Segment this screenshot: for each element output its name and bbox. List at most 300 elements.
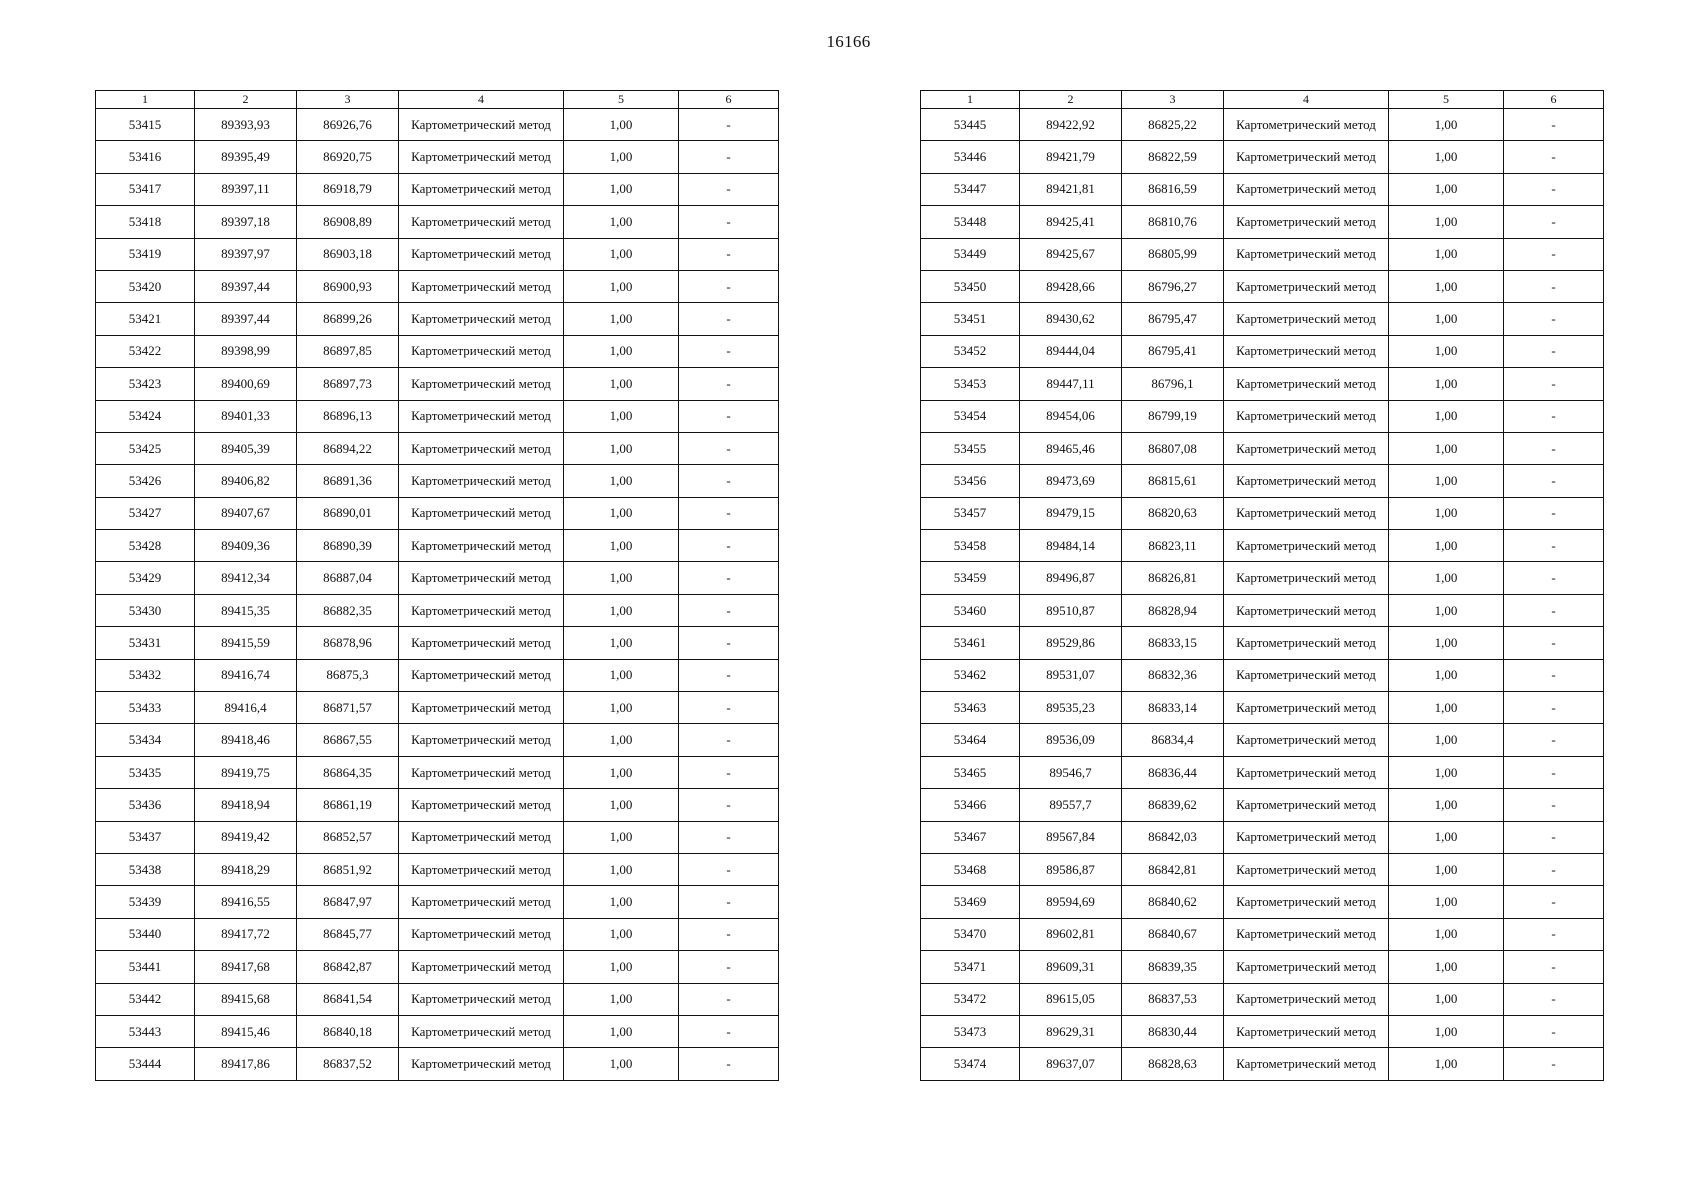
- y-coordinate-cell: 86799,19: [1122, 400, 1224, 432]
- note-cell: -: [679, 1015, 779, 1047]
- method-cell: Картометрический метод: [399, 335, 564, 367]
- method-cell: Картометрический метод: [1224, 530, 1389, 562]
- y-coordinate-cell: 86890,39: [297, 530, 399, 562]
- table-row: [921, 918, 1604, 950]
- method-cell: Картометрический метод: [1224, 173, 1389, 205]
- method-cell: Картометрический метод: [1224, 853, 1389, 885]
- method-cell: Картометрический метод: [399, 886, 564, 918]
- table-row: [921, 562, 1604, 594]
- table-row: [921, 368, 1604, 400]
- note-cell: -: [1504, 400, 1604, 432]
- x-coordinate-cell: 89419,42: [195, 821, 297, 853]
- method-cell: Картометрический метод: [1224, 756, 1389, 788]
- page-number: 16166: [826, 32, 871, 51]
- y-coordinate-cell: 86867,55: [297, 724, 399, 756]
- note-cell: -: [1504, 335, 1604, 367]
- note-cell: -: [679, 141, 779, 173]
- note-cell: -: [679, 206, 779, 238]
- accuracy-cell: 1,00: [1389, 1048, 1504, 1080]
- point-number-cell: 53435: [96, 756, 195, 788]
- table-row: [921, 432, 1604, 464]
- note-cell: -: [679, 821, 779, 853]
- accuracy-cell: 1,00: [564, 724, 679, 756]
- note-cell: -: [1504, 497, 1604, 529]
- point-number-cell: 53463: [921, 692, 1020, 724]
- method-cell: Картометрический метод: [399, 109, 564, 141]
- accuracy-cell: 1,00: [1389, 400, 1504, 432]
- note-cell: -: [1504, 173, 1604, 205]
- method-cell: Картометрический метод: [399, 400, 564, 432]
- table-row: [96, 853, 779, 885]
- table-row: [921, 789, 1604, 821]
- column-header-6: 6: [1504, 91, 1604, 109]
- y-coordinate-cell: 86871,57: [297, 692, 399, 724]
- table-row: [96, 432, 779, 464]
- table-row: [96, 692, 779, 724]
- x-coordinate-cell: 89609,31: [1020, 951, 1122, 983]
- table-row: [921, 335, 1604, 367]
- x-coordinate-cell: 89397,44: [195, 303, 297, 335]
- y-coordinate-cell: 86828,94: [1122, 594, 1224, 626]
- y-coordinate-cell: 86795,41: [1122, 335, 1224, 367]
- point-number-cell: 53440: [96, 918, 195, 950]
- y-coordinate-cell: 86845,77: [297, 918, 399, 950]
- point-number-cell: 53466: [921, 789, 1020, 821]
- accuracy-cell: 1,00: [1389, 1015, 1504, 1047]
- accuracy-cell: 1,00: [1389, 368, 1504, 400]
- method-cell: Картометрический метод: [399, 173, 564, 205]
- note-cell: -: [679, 270, 779, 302]
- method-cell: Картометрический метод: [1224, 206, 1389, 238]
- method-cell: Картометрический метод: [1224, 141, 1389, 173]
- method-cell: Картометрический метод: [1224, 465, 1389, 497]
- x-coordinate-cell: 89479,15: [1020, 497, 1122, 529]
- table-row: [96, 659, 779, 691]
- point-number-cell: 53445: [921, 109, 1020, 141]
- point-number-cell: 53415: [96, 109, 195, 141]
- point-number-cell: 53455: [921, 432, 1020, 464]
- table-row: [96, 270, 779, 302]
- method-cell: Картометрический метод: [1224, 238, 1389, 270]
- y-coordinate-cell: 86837,53: [1122, 983, 1224, 1015]
- y-coordinate-cell: 86851,92: [297, 853, 399, 885]
- note-cell: -: [1504, 756, 1604, 788]
- x-coordinate-cell: 89417,68: [195, 951, 297, 983]
- note-cell: -: [679, 173, 779, 205]
- accuracy-cell: 1,00: [564, 432, 679, 464]
- point-number-cell: 53422: [96, 335, 195, 367]
- method-cell: Картометрический метод: [399, 1048, 564, 1080]
- y-coordinate-cell: 86926,76: [297, 109, 399, 141]
- point-number-cell: 53453: [921, 368, 1020, 400]
- accuracy-cell: 1,00: [564, 951, 679, 983]
- note-cell: -: [679, 692, 779, 724]
- method-cell: Картометрический метод: [399, 1015, 564, 1047]
- point-number-cell: 53441: [96, 951, 195, 983]
- note-cell: -: [679, 951, 779, 983]
- accuracy-cell: 1,00: [564, 238, 679, 270]
- accuracy-cell: 1,00: [1389, 206, 1504, 238]
- point-number-cell: 53421: [96, 303, 195, 335]
- table-row: [921, 497, 1604, 529]
- y-coordinate-cell: 86796,27: [1122, 270, 1224, 302]
- note-cell: -: [1504, 821, 1604, 853]
- accuracy-cell: 1,00: [564, 918, 679, 950]
- x-coordinate-cell: 89465,46: [1020, 432, 1122, 464]
- point-number-cell: 53469: [921, 886, 1020, 918]
- x-coordinate-cell: 89406,82: [195, 465, 297, 497]
- method-cell: Картометрический метод: [1224, 594, 1389, 626]
- note-cell: -: [679, 335, 779, 367]
- accuracy-cell: 1,00: [1389, 692, 1504, 724]
- point-number-cell: 53473: [921, 1015, 1020, 1047]
- note-cell: -: [679, 562, 779, 594]
- note-cell: -: [1504, 951, 1604, 983]
- method-cell: Картометрический метод: [399, 692, 564, 724]
- accuracy-cell: 1,00: [564, 756, 679, 788]
- x-coordinate-cell: 89473,69: [1020, 465, 1122, 497]
- table-row: [96, 918, 779, 950]
- method-cell: Картометрический метод: [1224, 789, 1389, 821]
- point-number-cell: 53467: [921, 821, 1020, 853]
- y-coordinate-cell: 86864,35: [297, 756, 399, 788]
- column-header-1: 1: [921, 91, 1020, 109]
- note-cell: -: [1504, 789, 1604, 821]
- table-row: [921, 951, 1604, 983]
- method-cell: Картометрический метод: [399, 853, 564, 885]
- table-row: [96, 530, 779, 562]
- accuracy-cell: 1,00: [1389, 173, 1504, 205]
- column-header-4: 4: [399, 91, 564, 109]
- x-coordinate-cell: 89510,87: [1020, 594, 1122, 626]
- y-coordinate-cell: 86833,15: [1122, 627, 1224, 659]
- y-coordinate-cell: 86847,97: [297, 886, 399, 918]
- y-coordinate-cell: 86840,67: [1122, 918, 1224, 950]
- accuracy-cell: 1,00: [564, 627, 679, 659]
- method-cell: Картометрический метод: [399, 238, 564, 270]
- table-row: [96, 983, 779, 1015]
- column-header-5: 5: [1389, 91, 1504, 109]
- method-cell: Картометрический метод: [1224, 821, 1389, 853]
- y-coordinate-cell: 86920,75: [297, 141, 399, 173]
- x-coordinate-cell: 89397,97: [195, 238, 297, 270]
- method-cell: Картометрический метод: [1224, 1015, 1389, 1047]
- accuracy-cell: 1,00: [564, 821, 679, 853]
- point-number-cell: 53437: [96, 821, 195, 853]
- point-number-cell: 53423: [96, 368, 195, 400]
- method-cell: Картометрический метод: [1224, 432, 1389, 464]
- x-coordinate-cell: 89557,7: [1020, 789, 1122, 821]
- table-header-row: [96, 91, 779, 109]
- point-number-cell: 53448: [921, 206, 1020, 238]
- method-cell: Картометрический метод: [399, 465, 564, 497]
- note-cell: -: [1504, 432, 1604, 464]
- y-coordinate-cell: 86896,13: [297, 400, 399, 432]
- method-cell: Картометрический метод: [399, 432, 564, 464]
- point-number-cell: 53461: [921, 627, 1020, 659]
- table-row: [921, 270, 1604, 302]
- note-cell: -: [679, 303, 779, 335]
- accuracy-cell: 1,00: [564, 303, 679, 335]
- point-number-cell: 53468: [921, 853, 1020, 885]
- point-number-cell: 53432: [96, 659, 195, 691]
- note-cell: -: [1504, 886, 1604, 918]
- note-cell: -: [679, 368, 779, 400]
- y-coordinate-cell: 86805,99: [1122, 238, 1224, 270]
- x-coordinate-cell: 89454,06: [1020, 400, 1122, 432]
- method-cell: Картометрический метод: [399, 368, 564, 400]
- note-cell: -: [679, 756, 779, 788]
- y-coordinate-cell: 86820,63: [1122, 497, 1224, 529]
- column-header-6: 6: [679, 91, 779, 109]
- table-row: [96, 335, 779, 367]
- x-coordinate-cell: 89407,67: [195, 497, 297, 529]
- y-coordinate-cell: 86918,79: [297, 173, 399, 205]
- method-cell: Картометрический метод: [399, 756, 564, 788]
- x-coordinate-cell: 89421,79: [1020, 141, 1122, 173]
- method-cell: Картометрический метод: [399, 627, 564, 659]
- x-coordinate-cell: 89629,31: [1020, 1015, 1122, 1047]
- note-cell: -: [679, 659, 779, 691]
- y-coordinate-cell: 86795,47: [1122, 303, 1224, 335]
- table-row: [921, 724, 1604, 756]
- y-coordinate-cell: 86825,22: [1122, 109, 1224, 141]
- method-cell: Картометрический метод: [399, 918, 564, 950]
- note-cell: -: [679, 918, 779, 950]
- x-coordinate-cell: 89400,69: [195, 368, 297, 400]
- note-cell: -: [679, 724, 779, 756]
- accuracy-cell: 1,00: [564, 789, 679, 821]
- accuracy-cell: 1,00: [1389, 141, 1504, 173]
- accuracy-cell: 1,00: [564, 206, 679, 238]
- accuracy-cell: 1,00: [564, 983, 679, 1015]
- method-cell: Картометрический метод: [399, 594, 564, 626]
- note-cell: -: [679, 238, 779, 270]
- column-header-1: 1: [96, 91, 195, 109]
- accuracy-cell: 1,00: [1389, 853, 1504, 885]
- accuracy-cell: 1,00: [564, 886, 679, 918]
- x-coordinate-cell: 89401,33: [195, 400, 297, 432]
- accuracy-cell: 1,00: [564, 141, 679, 173]
- note-cell: -: [1504, 983, 1604, 1015]
- point-number-cell: 53465: [921, 756, 1020, 788]
- accuracy-cell: 1,00: [1389, 109, 1504, 141]
- point-number-cell: 53419: [96, 238, 195, 270]
- note-cell: -: [1504, 659, 1604, 691]
- table-row: [921, 627, 1604, 659]
- point-number-cell: 53417: [96, 173, 195, 205]
- y-coordinate-cell: 86796,1: [1122, 368, 1224, 400]
- accuracy-cell: 1,00: [1389, 886, 1504, 918]
- x-coordinate-cell: 89586,87: [1020, 853, 1122, 885]
- y-coordinate-cell: 86823,11: [1122, 530, 1224, 562]
- y-coordinate-cell: 86875,3: [297, 659, 399, 691]
- table-row: [96, 562, 779, 594]
- y-coordinate-cell: 86837,52: [297, 1048, 399, 1080]
- table-row: [921, 141, 1604, 173]
- method-cell: Картометрический метод: [1224, 659, 1389, 691]
- point-number-cell: 53416: [96, 141, 195, 173]
- y-coordinate-cell: 86894,22: [297, 432, 399, 464]
- note-cell: -: [679, 109, 779, 141]
- method-cell: Картометрический метод: [1224, 303, 1389, 335]
- y-coordinate-cell: 86840,62: [1122, 886, 1224, 918]
- table-row: [921, 238, 1604, 270]
- point-number-cell: 53430: [96, 594, 195, 626]
- table-row: [921, 692, 1604, 724]
- method-cell: Картометрический метод: [399, 983, 564, 1015]
- table-row: [921, 659, 1604, 691]
- note-cell: -: [1504, 692, 1604, 724]
- point-number-cell: 53464: [921, 724, 1020, 756]
- y-coordinate-cell: 86900,93: [297, 270, 399, 302]
- accuracy-cell: 1,00: [564, 853, 679, 885]
- x-coordinate-cell: 89415,68: [195, 983, 297, 1015]
- coordinates-table-left: [95, 90, 779, 1081]
- method-cell: Картометрический метод: [1224, 724, 1389, 756]
- accuracy-cell: 1,00: [564, 659, 679, 691]
- y-coordinate-cell: 86840,18: [297, 1015, 399, 1047]
- method-cell: Картометрический метод: [399, 659, 564, 691]
- x-coordinate-cell: 89395,49: [195, 141, 297, 173]
- method-cell: Картометрический метод: [1224, 562, 1389, 594]
- note-cell: -: [1504, 562, 1604, 594]
- x-coordinate-cell: 89417,72: [195, 918, 297, 950]
- method-cell: Картометрический метод: [399, 270, 564, 302]
- y-coordinate-cell: 86830,44: [1122, 1015, 1224, 1047]
- y-coordinate-cell: 86897,73: [297, 368, 399, 400]
- method-cell: Картометрический метод: [399, 724, 564, 756]
- accuracy-cell: 1,00: [564, 173, 679, 205]
- note-cell: -: [679, 497, 779, 529]
- y-coordinate-cell: 86822,59: [1122, 141, 1224, 173]
- point-number-cell: 53450: [921, 270, 1020, 302]
- table-row: [96, 141, 779, 173]
- note-cell: -: [1504, 1015, 1604, 1047]
- table-row: [96, 465, 779, 497]
- x-coordinate-cell: 89567,84: [1020, 821, 1122, 853]
- note-cell: -: [679, 432, 779, 464]
- x-coordinate-cell: 89418,94: [195, 789, 297, 821]
- y-coordinate-cell: 86891,36: [297, 465, 399, 497]
- method-cell: Картометрический метод: [1224, 400, 1389, 432]
- point-number-cell: 53427: [96, 497, 195, 529]
- point-number-cell: 53458: [921, 530, 1020, 562]
- x-coordinate-cell: 89415,35: [195, 594, 297, 626]
- x-coordinate-cell: 89415,46: [195, 1015, 297, 1047]
- y-coordinate-cell: 86810,76: [1122, 206, 1224, 238]
- note-cell: -: [1504, 141, 1604, 173]
- x-coordinate-cell: 89412,34: [195, 562, 297, 594]
- coordinates-table-right: [920, 90, 1604, 1081]
- point-number-cell: 53429: [96, 562, 195, 594]
- note-cell: -: [1504, 109, 1604, 141]
- note-cell: -: [1504, 270, 1604, 302]
- x-coordinate-cell: 89529,86: [1020, 627, 1122, 659]
- table-row: [921, 206, 1604, 238]
- note-cell: -: [679, 465, 779, 497]
- x-coordinate-cell: 89397,11: [195, 173, 297, 205]
- table-row: [96, 303, 779, 335]
- table-row: [96, 951, 779, 983]
- note-cell: -: [1504, 465, 1604, 497]
- table-row: [921, 1048, 1604, 1080]
- accuracy-cell: 1,00: [1389, 659, 1504, 691]
- table-row: [96, 238, 779, 270]
- table-row: [96, 109, 779, 141]
- x-coordinate-cell: 89484,14: [1020, 530, 1122, 562]
- point-number-cell: 53460: [921, 594, 1020, 626]
- y-coordinate-cell: 86878,96: [297, 627, 399, 659]
- note-cell: -: [1504, 627, 1604, 659]
- accuracy-cell: 1,00: [1389, 335, 1504, 367]
- x-coordinate-cell: 89422,92: [1020, 109, 1122, 141]
- table-row: [96, 627, 779, 659]
- point-number-cell: 53426: [96, 465, 195, 497]
- x-coordinate-cell: 89602,81: [1020, 918, 1122, 950]
- x-coordinate-cell: 89418,29: [195, 853, 297, 885]
- point-number-cell: 53452: [921, 335, 1020, 367]
- column-header-3: 3: [1122, 91, 1224, 109]
- y-coordinate-cell: 86882,35: [297, 594, 399, 626]
- accuracy-cell: 1,00: [564, 270, 679, 302]
- table-row: [96, 789, 779, 821]
- y-coordinate-cell: 86897,85: [297, 335, 399, 367]
- accuracy-cell: 1,00: [1389, 562, 1504, 594]
- point-number-cell: 53472: [921, 983, 1020, 1015]
- y-coordinate-cell: 86826,81: [1122, 562, 1224, 594]
- note-cell: -: [679, 789, 779, 821]
- x-coordinate-cell: 89535,23: [1020, 692, 1122, 724]
- y-coordinate-cell: 86842,03: [1122, 821, 1224, 853]
- accuracy-cell: 1,00: [564, 335, 679, 367]
- y-coordinate-cell: 86807,08: [1122, 432, 1224, 464]
- accuracy-cell: 1,00: [564, 692, 679, 724]
- table-row: [921, 886, 1604, 918]
- table-row: [96, 821, 779, 853]
- method-cell: Картометрический метод: [1224, 692, 1389, 724]
- note-cell: -: [679, 530, 779, 562]
- note-cell: -: [1504, 1048, 1604, 1080]
- point-number-cell: 53438: [96, 853, 195, 885]
- method-cell: Картометрический метод: [1224, 109, 1389, 141]
- method-cell: Картометрический метод: [399, 141, 564, 173]
- method-cell: Картометрический метод: [1224, 951, 1389, 983]
- point-number-cell: 53424: [96, 400, 195, 432]
- accuracy-cell: 1,00: [1389, 465, 1504, 497]
- method-cell: Картометрический метод: [399, 951, 564, 983]
- y-coordinate-cell: 86832,36: [1122, 659, 1224, 691]
- y-coordinate-cell: 86852,57: [297, 821, 399, 853]
- table-row: [921, 821, 1604, 853]
- y-coordinate-cell: 86887,04: [297, 562, 399, 594]
- table-row: [921, 756, 1604, 788]
- x-coordinate-cell: 89421,81: [1020, 173, 1122, 205]
- x-coordinate-cell: 89615,05: [1020, 983, 1122, 1015]
- method-cell: Картометрический метод: [1224, 886, 1389, 918]
- x-coordinate-cell: 89417,86: [195, 1048, 297, 1080]
- point-number-cell: 53459: [921, 562, 1020, 594]
- x-coordinate-cell: 89398,99: [195, 335, 297, 367]
- x-coordinate-cell: 89416,55: [195, 886, 297, 918]
- method-cell: Картометрический метод: [1224, 270, 1389, 302]
- table-row: [921, 400, 1604, 432]
- x-coordinate-cell: 89594,69: [1020, 886, 1122, 918]
- point-number-cell: 53451: [921, 303, 1020, 335]
- note-cell: -: [679, 594, 779, 626]
- y-coordinate-cell: 86836,44: [1122, 756, 1224, 788]
- y-coordinate-cell: 86834,4: [1122, 724, 1224, 756]
